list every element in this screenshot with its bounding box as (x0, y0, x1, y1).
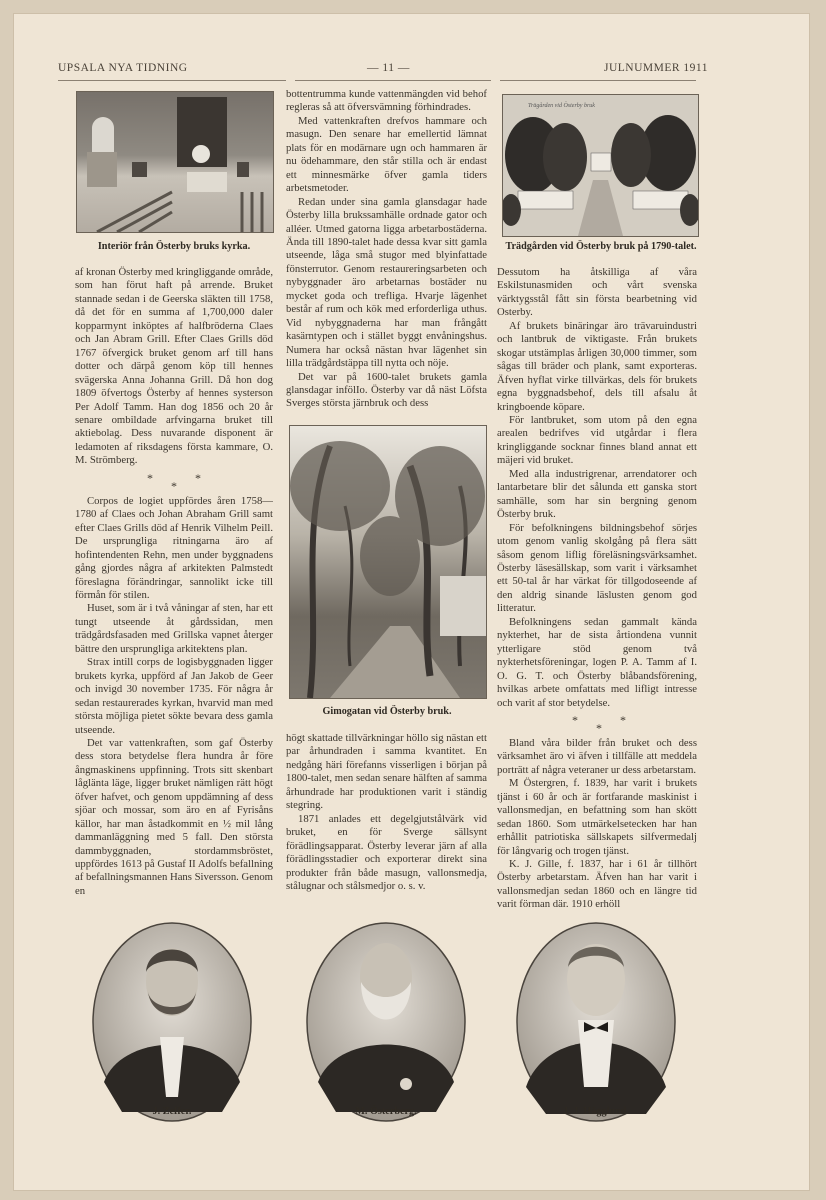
street-caption: Gimogatan vid Österby bruk. (322, 706, 452, 717)
paragraph: 1871 anlades ett degelgjutstålvärk vid bruket, en för Sverge sällsynt förädlingsapparat. Österby leverar järn af alla förädlingsstadier och exporterar direkt sina produkter från både masugn, vallonsmedja, stålugnar och stålsmedjor o. s. v. (286, 812, 487, 892)
portrait-j-zeffer (92, 922, 252, 1122)
paragraph: Af brukets binäringar äro trävaruindustri och lantbruk de viktigaste. Från brukets skogar utstämplas årligen 30,000 timmer, som sågas till bräder och plank, samt exporteras. Äfven hyflat virke tillvärkas, dels för brukets egna byggnadsbehof, dels till afsalu åt kringboende köpare. (497, 319, 697, 413)
portrait-j-j-hagglund (516, 922, 676, 1122)
paragraph: Bland våra bilder från bruket och dess värksamhet äro vi äfven i tillfälle att meddela porträtt af några veteraner ur dess arbetarstam. (497, 736, 697, 776)
section-divider-stars: * * * (572, 712, 626, 735)
publication-title: UPSALA NYA TIDNING (58, 62, 188, 74)
paragraph: Corpos de logiet uppfördes åren 1758—1780 af Claes och Johan Abraham Grill samt efter Claes Grills död af Henrik Vilhelm Peill. De ursprungliga ritningarna äro af hofintendenten Rehn, men under byggnadens gång gjordes några af arkitekten Palmstedt föreslagna förändringar, sannolikt icke till förmån för stilen. (75, 494, 273, 601)
garden-painting (502, 94, 699, 237)
portrait-caption: J. Zeffer. (152, 1106, 192, 1117)
paragraph: Redan under sina gamla glansdagar hade Österby lilla brukssamhälle ordnade gator och alléer. Utmed gatorna ligga arbetarbostäderna. Ända till 1890-talet hade dessa kvar sitt gamla utseende, låga små stugor med blyinfattade fönsterrutor. Genom restaureringsarbeten och nybyggnader äro arbetarnas bostäder nu mycket goda och trefliga. Hvarje lägenhet består af rum och kök med erforderliga uthus. Vid nybyggnaderna har man frångått kasärntypen och i stället byggt envåningshus. Numera har också nästan hvar lägenhet sin lilla trädgårdstäppa till nytta och nöje. (286, 195, 487, 370)
paragraph: Huset, som är i två våningar af sten, har ett tungt utseende åt gårdssidan, men trädgårdsfasaden med Grillska vapnet återger bättre den ursprungliga arkitektens plan. (75, 602, 273, 655)
article-column-2-top (286, 88, 487, 411)
gimogatan-street-photo (289, 425, 487, 699)
paragraph: För lantbruket, som utom på den egna arealen bedrifves vid utgårdar i flera kringliggande socknar finnes bland annat ett mäjeri vid bruket. (497, 413, 697, 467)
article-column-3 (497, 266, 697, 912)
paragraph: bottentrumma kunde vattenmängden vid behof regleras så att öfversvämning förhindrades. (286, 88, 487, 114)
street-illustration (290, 426, 486, 698)
article-column-2-bottom (286, 732, 487, 893)
portrait-caption: M. Österberg. (355, 1106, 417, 1117)
portrait-caption: J. J. Hägglund. (563, 1106, 629, 1117)
paragraph: För befolkningens bildningsbehof sörjes utom genom vanlig skolgång på flera sätt såsom genom liflig föreläsningsvärksamhet. Österby läsesällskap, som varit i värksamhet ett 50-tal år har värkat för tillgodoseende af den aldrig sinande läslusten genom god litteratur. (497, 521, 697, 615)
paragraph: Befolkningens sedan gammalt kända nykterhet, har de sista årtiondena vunnit ytterligare stöd genom två nykterhetsföreningar, logen P. A. Tamm af I. O. G. T. och Österby blåbandsförening, hvilkas arbete omfattats med lifligt intresse och varit af stor betydelse. (497, 615, 697, 709)
garden-caption: Trädgården vid Österby bruk på 1790-talet. (505, 241, 697, 252)
portrait-m-osterberg (306, 922, 466, 1122)
paragraph: Med vattenkraften drefvos hammare och masugn. Den senare har emellertid lämnat plats för en modärnare ugn och hammaren är nu ödehammare, den står stilla och är endast ett minnesmärke öfver gamla tiders arbetsmetoder. (286, 114, 487, 195)
paragraph: M Östergren, f. 1839, har varit i brukets tjänst i 60 år och är fortfarande maskinist i vallonsmedjan, en befattning som han skött sedan 1860. Som utmärkelsetecken har han erhållit patriotiska sällskapets silfvermedalj för långvarig och trogen tjänst. (497, 777, 697, 857)
header-rule (295, 80, 491, 81)
header-rule (58, 80, 286, 81)
church-photo-caption: Interiör från Österby bruks kyrka. (97, 241, 251, 252)
garden-illustration (503, 95, 698, 236)
church-interior-illustration (77, 92, 273, 232)
paragraph: K. J. Gille, f. 1837, har i 61 år tillhört Österby arbetarstam. Äfven han har varit i vallonsmedjan sedan 1860 och en längre tid varit förman där. 1910 erhöll (497, 858, 697, 911)
section-divider-stars: * * * (147, 470, 201, 493)
paragraph: af kronan Österby med kringliggande område, som han förut haft på arrende. Bruket stannade sedan i de Geerska släkten till 1758, då det för en summa af 1,700,000 daler kopparmynt inköptes af halfbröderna Claes och Jan Abram Grill. Efter Claes Grills död 1767 öfvergick bruket genom arf till hans dotter och därpå genom köp till hennes svägerska Anna Johanna Grill. Då hon dog 1809 öfvertogs Österby af hennes systerson Per Adolf Tamm. Han dog 1856 och 20 år senare ombildade arfvingarna bruket till aktiebolag. Dess nuvarande disponent är ledamoten af riksdagens första kammare, O. M. Strömberg. (75, 266, 273, 467)
paragraph: Det var vattenkraften, som gaf Österby dess stora betydelse flera hundra år före ångmaskinens uppfinning. Trots sitt skenbart låglänta läge, ligger bruket nämligen rätt högt öfver hafvet, och genom uppdämning af dess sjöar och mossar, som äro en af Fyrisåns källor, har man åstadkommit en ½ mil lång dammanläggning med 5 fall. Den största dammbyggnaden, stordammsbröstet, uppfördes 1613 på Gustaf II Adolfs befallning af befallningsmannen Hans Siversson. Genom en (75, 736, 273, 897)
paragraph: Det var på 1600-talet brukets gamla glansdagar infölIo. Österby var då näst Löfsta Sverges största järnbruk och dess (286, 370, 487, 410)
church-interior-photo (76, 91, 274, 233)
paragraph: Med alla industrigrenar, arrendatorer och lantarbetare blir det sålunda ett ganska stort samhälle, som har sin bergning genom Österby bruk. (497, 467, 697, 521)
article-column-1 (75, 266, 273, 898)
paragraph: Strax intill corps de logisbyggnaden ligger brukets kyrka, uppförd af Jan Jakob de Geer och invigd 30 november 1735. För några år sedan restaurerades kyrkan, hvarvid man med största möjliga pietet sökte bevara dess gamla utseende. (75, 656, 273, 736)
header-rule (500, 80, 696, 81)
paragraph: Dessutom ha åtskilliga af våra Eskilstunasmiden och vårt svenska värktygsstål fått sin första bearbetning vid Osterby. (497, 266, 697, 319)
issue-label: JULNUMMER 1911 (604, 62, 709, 74)
page-number: — 11 — (367, 62, 410, 74)
garden-handwriting: Trägården vid Österby bruk (528, 103, 595, 109)
paragraph: högt skattade tillvärkningar höllo sig nästan ett par århundraden i samma kvantitet. En nedgång häri förefanns visserligen i början på 1800-talet, men sedan senare hälften af samma århundrade har produktionen varit i ständig stegring. (286, 732, 487, 812)
